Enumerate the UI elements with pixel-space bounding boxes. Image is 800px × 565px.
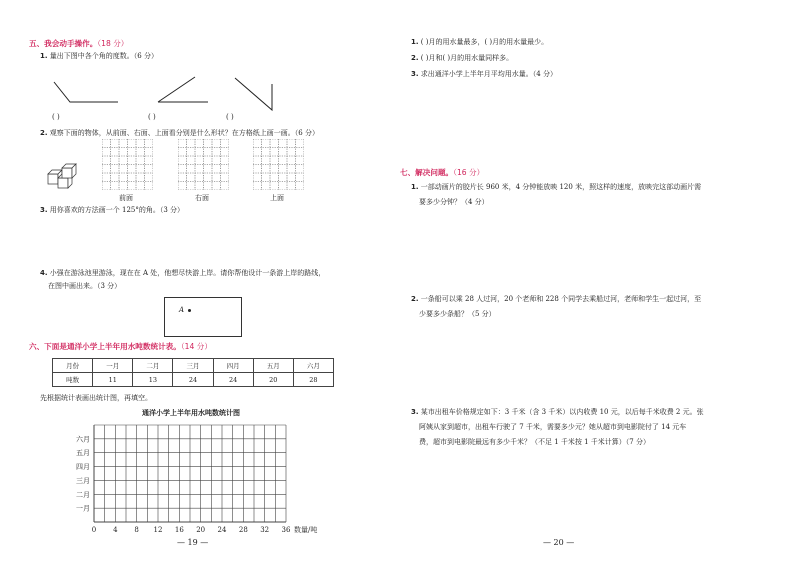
y-tick-label: 六月 — [76, 435, 90, 444]
table-header-row — [53, 359, 334, 373]
water-usage-table — [52, 358, 334, 387]
angle-2-answer-blank[interactable]: ( ) — [148, 113, 156, 121]
chart-title: 通洋小学上半年用水吨数统计图 — [142, 409, 240, 417]
x-tick-label: 24 — [217, 526, 227, 534]
question-text: 用你喜欢的方法画一个 125°的角。（3 分） — [49, 206, 185, 214]
x-tick-label: 36 — [281, 526, 291, 534]
question-1-angles — [40, 51, 158, 62]
angle-3 — [235, 78, 272, 110]
y-tick-label: 一月 — [76, 504, 90, 513]
view-label-front: 前面 — [119, 194, 133, 202]
table-cell: 20 — [253, 373, 293, 387]
chart-svg[interactable] — [48, 405, 348, 540]
question-text[interactable]: ( )月的用水量最多，( )月的用水量最少。 — [420, 38, 549, 46]
question-number: 3. — [411, 70, 419, 78]
table-cell: 28 — [293, 373, 333, 387]
question-number: 1. — [411, 38, 419, 46]
grid-top[interactable] — [253, 139, 304, 190]
question-number: 3. — [40, 206, 48, 214]
x-tick-label: 8 — [134, 526, 139, 534]
view-label-top: 上面 — [270, 194, 284, 202]
y-tick-label: 四月 — [76, 463, 90, 472]
question-number: 2. — [40, 129, 48, 137]
question-3-draw-angle — [40, 205, 184, 216]
table-cell: 13 — [133, 373, 173, 387]
question-number: 4. — [40, 269, 48, 277]
section-7-heading — [400, 167, 484, 178]
problem-2 — [411, 294, 701, 305]
table-cell: 四月 — [213, 359, 253, 373]
table-cell: 月份 — [53, 359, 93, 373]
problem-1-text-line-2: 要多少分钟？（4 分） — [419, 198, 489, 206]
x-tick-label: 20 — [196, 526, 206, 534]
angle-figures — [40, 72, 300, 122]
view-label-right: 右面 — [195, 194, 209, 202]
angle-1 — [54, 82, 118, 102]
section-5-points: （18 分） — [97, 39, 129, 48]
x-tick-label: 16 — [174, 526, 184, 534]
section-6-points: （14 分） — [180, 342, 212, 351]
question-text[interactable]: ( )月和( )月的用水量同样多。 — [420, 54, 514, 62]
table-cell: 二月 — [133, 359, 173, 373]
question-number: 1. — [411, 183, 419, 191]
problem-text-line-1: 一条船可以乘 28 人过河，20 个老师和 228 个同学去乘船过河，老师和学生一起过河，至 — [420, 295, 702, 303]
x-tick-label: 28 — [238, 526, 248, 534]
angle-1-answer-blank[interactable]: ( ) — [52, 113, 60, 121]
problem-2-text-line-2: 少要多少条船？（5 分） — [419, 310, 496, 318]
section-5-title: 五、我会动手操作。 — [29, 39, 98, 48]
y-tick-label: 二月 — [76, 490, 90, 499]
grid-front[interactable] — [102, 139, 153, 190]
question-text-line-1: 小强在游泳池里游泳，现在在 A 处，他想尽快游上岸。请你帮他设计一条游上岸的路线， — [49, 269, 326, 277]
problem-text-line-1: 某市出租车价格规定如下：3 千米（含 3 千米）以内收费 10 元，以后每千米收费 2 元。张 — [420, 408, 704, 416]
x-axis-label: 数量/吨 — [294, 526, 318, 534]
swimming-pool-figure[interactable] — [164, 297, 242, 337]
fill-q3 — [411, 69, 557, 80]
question-number: 2. — [411, 295, 419, 303]
question-number: 3. — [411, 408, 419, 416]
x-tick-label: 12 — [153, 526, 163, 534]
table-cell: 三月 — [173, 359, 213, 373]
table-row — [53, 373, 334, 387]
page-number-right: — 20 — — [543, 538, 575, 547]
section-6-heading — [29, 341, 212, 352]
question-text: 观察下面的物体，从前面、右面、上面看分别是什么形状？在方格纸上画一画。（6 分） — [49, 129, 319, 137]
y-tick-label: 三月 — [76, 476, 90, 485]
problem-3-text-line-3: 费，超市到电影院最远有多少千米？（不足 1 千米按 1 千米计算）（7 分） — [419, 438, 650, 446]
question-text: 求出通洋小学上半年月平均用水量。（4 分） — [420, 70, 557, 78]
x-tick-label: 4 — [113, 526, 118, 534]
table-cell: 吨数 — [53, 373, 93, 387]
question-number: 2. — [411, 54, 419, 62]
page-number-left: — 19 — — [177, 538, 209, 547]
section-5-heading — [29, 38, 128, 49]
angle-3-answer-blank[interactable]: ( ) — [226, 113, 234, 121]
fill-q2 — [411, 53, 513, 64]
cube-stack-figure — [44, 160, 84, 194]
y-tick-label: 五月 — [76, 449, 90, 458]
table-cell: 24 — [213, 373, 253, 387]
table-cell: 24 — [173, 373, 213, 387]
problem-3 — [411, 407, 704, 418]
table-cell: 一月 — [93, 359, 133, 373]
table-cell: 五月 — [253, 359, 293, 373]
section-6-title: 六、下面是通洋小学上半年用水吨数统计表。 — [29, 342, 181, 351]
question-2-views — [40, 128, 319, 139]
grid-right[interactable] — [178, 139, 229, 190]
angle-2 — [158, 77, 208, 102]
question-4-swim-route — [40, 268, 325, 279]
water-chart[interactable] — [48, 405, 348, 540]
x-tick-label: 0 — [91, 526, 97, 534]
table-cell: 六月 — [293, 359, 333, 373]
x-tick-label: 32 — [260, 526, 270, 534]
question-text-line-2: 在图中画出来。（3 分） — [48, 282, 122, 290]
point-a-label: A — [179, 306, 185, 314]
problem-3-text-line-2: 阿姨从家到超市，出租车行驶了 7 千米，需要多少元？她从超市到电影院付了 14 元车 — [419, 423, 687, 431]
point-a-dot — [188, 309, 191, 312]
section-7-points: （16 分） — [453, 168, 485, 177]
fill-q1 — [411, 37, 548, 48]
problem-text-line-1: 一部动画片的胶片长 960 米，4 分钟能放映 120 米，照这样的速度，放映完这部动画片需 — [420, 183, 702, 191]
problem-1 — [411, 182, 701, 193]
table-cell: 11 — [93, 373, 133, 387]
question-text: 量出下图中各个角的度数。（6 分） — [49, 52, 158, 60]
chart-instruction: 先根据统计表画出统计图，再填空。 — [40, 394, 152, 402]
question-number: 1. — [40, 52, 48, 60]
section-7-title: 七、解决问题。 — [400, 168, 454, 177]
